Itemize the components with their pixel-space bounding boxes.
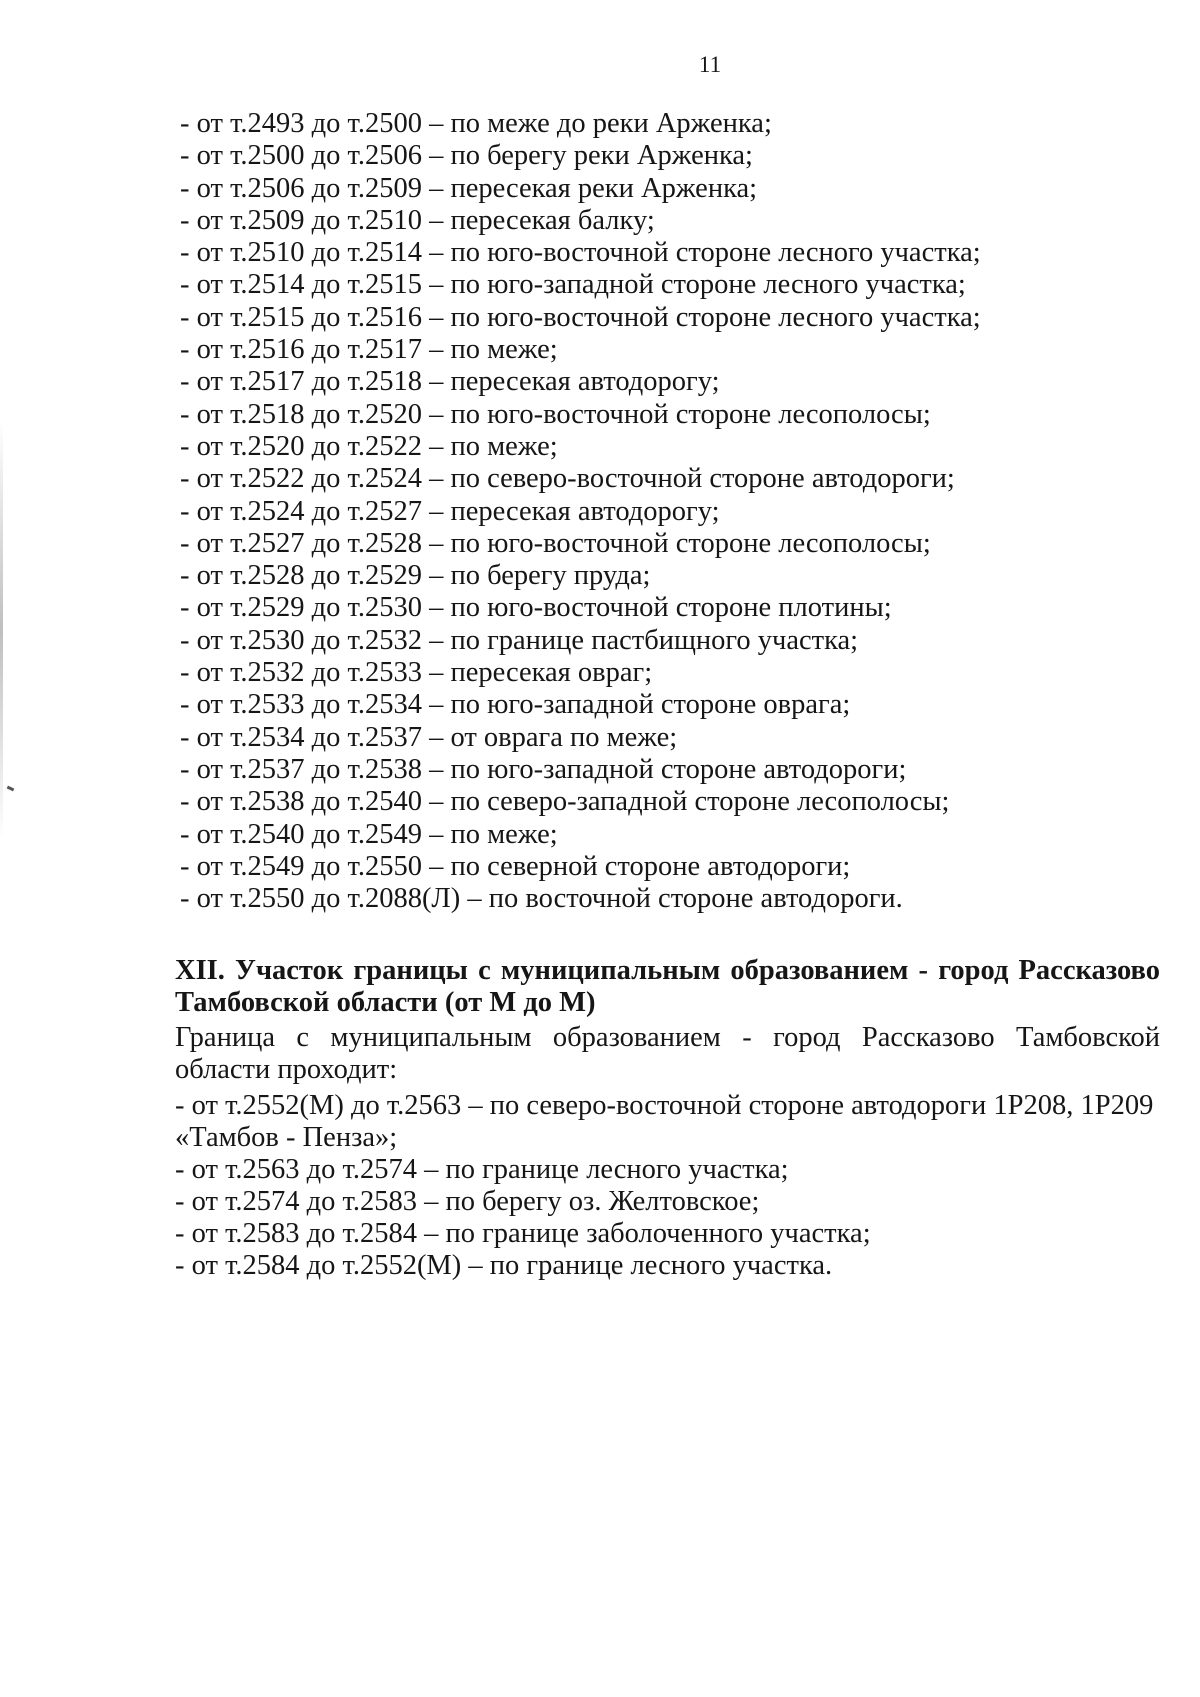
list-item: - от т.2550 до т.2088(Л) – по восточной стороне автодороги. [180, 883, 903, 915]
list-item: - от т.2552(М) до т.2563 – по северо-восточной стороне автодороги 1Р208, 1Р209 «Тамбов - Пенза»; [175, 1090, 1154, 1153]
list-item: - от т.2528 до т.2529 – по берегу пруда; [180, 560, 651, 592]
list-item: - от т.2510 до т.2514 – по юго-восточной стороне лесного участка; [180, 237, 981, 269]
boundary-list [180, 108, 1140, 915]
page-number: 11 [698, 52, 722, 77]
list-item: - от т.2534 до т.2537 – от оврага по меже; [180, 721, 678, 753]
list-item: - от т.2563 до т.2574 – по границе лесного участка; [175, 1154, 789, 1185]
scan-edge-shadow [0, 420, 3, 840]
list-item: - от т.2524 до т.2527 – пересекая автодорогу; [180, 495, 720, 527]
list-item: - от т.2509 до т.2510 – пересекая балку; [180, 204, 655, 236]
list-item: - от т.2520 до т.2522 – по меже; [180, 430, 558, 462]
list-item: - от т.2584 до т.2552(М) – по границе лесного участка. [175, 1250, 833, 1281]
list-item: - от т.2574 до т.2583 – по берегу оз. Желтовское; [175, 1186, 760, 1217]
list-item: - от т.2532 до т.2533 – пересекая овраг; [180, 657, 653, 689]
list-item: - от т.2506 до т.2509 – пересекая реки Арженка; [180, 172, 758, 204]
list-item: - от т.2529 до т.2530 – по юго-восточной стороне плотины; [180, 592, 892, 624]
section-xii [175, 955, 1160, 1282]
list-item: - от т.2500 до т.2506 – по берегу реки Арженка; [180, 140, 753, 172]
section-heading: XII. Участок границы с муниципальным образованием - город Рассказово Тамбовской области (от М до М) [175, 955, 1160, 1018]
list-item: - от т.2538 до т.2540 – по северо-западной стороне лесополосы; [180, 786, 950, 818]
list-item: - от т.2533 до т.2534 – по юго-западной стороне оврага; [180, 689, 851, 721]
list-item: - от т.2583 до т.2584 – по границе заболоченного участка; [175, 1218, 871, 1249]
list-item: - от т.2517 до т.2518 – пересекая автодорогу; [180, 366, 720, 398]
section-xii-list [175, 1090, 1160, 1282]
list-item: - от т.2518 до т.2520 – по юго-восточной стороне лесополосы; [180, 398, 931, 430]
list-item: - от т.2515 до т.2516 – по юго-восточной стороне лесного участка; [180, 301, 981, 333]
list-item: - от т.2516 до т.2517 – по меже; [180, 334, 558, 366]
list-item: - от т.2540 до т.2549 – по меже; [180, 818, 558, 850]
list-item: - от т.2537 до т.2538 – по юго-западной стороне автодороги; [180, 753, 907, 785]
list-item: - от т.2514 до т.2515 – по юго-западной стороне лесного участка; [180, 269, 966, 301]
section-intro: Граница с муниципальным образованием - город Рассказово Тамбовской области проходит: [175, 1022, 1160, 1085]
list-item: - от т.2549 до т.2550 – по северной стороне автодороги; [180, 850, 851, 882]
scan-mark [7, 786, 15, 792]
list-item: - от т.2493 до т.2500 – по меже до реки Арженка; [180, 108, 772, 139]
list-item: - от т.2530 до т.2532 – по границе пастбищного участка; [180, 624, 859, 656]
list-item: - от т.2527 до т.2528 – по юго-восточной стороне лесополосы; [180, 527, 931, 559]
list-item: - от т.2522 до т.2524 – по северо-восточной стороне автодороги; [180, 463, 955, 495]
